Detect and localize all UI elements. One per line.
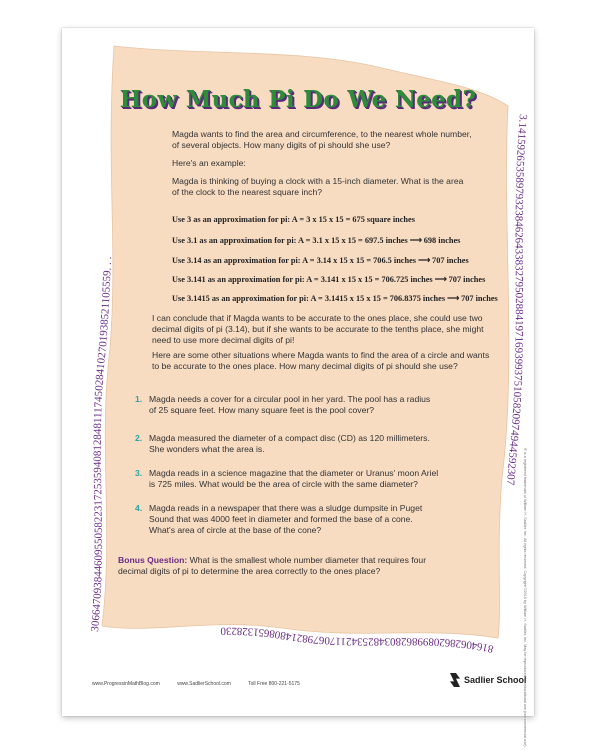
question-number-1: 1. xyxy=(135,394,143,404)
calc-line-4: Use 3.141 as an approximation for pi: A = 3.141 x 15 x 15 = 706.725 inches ⟶ 707 inches xyxy=(172,275,486,284)
pi-digits-right: 3.141592653589793238462643383279502884197169399375105820974944592307 xyxy=(504,113,529,486)
example-label: Here's an example: xyxy=(172,158,246,168)
page-title: How Much Pi Do We Need? xyxy=(119,86,477,113)
bonus-text: What is the smallest whole number diameter that requires four decimal digits of pi to determine the area correctly to the ones place? xyxy=(118,555,427,576)
copyright-note: ® is a registered trademark of William H. Sadlier, Inc. All rights reserved. Copyright ©2016 by William H. Sadlier, Inc. May be reproduced for educational use (not commercial use). xyxy=(523,448,527,748)
footer-phone: Toll Free 800-221-5175 xyxy=(248,681,300,687)
bonus-question xyxy=(118,555,428,577)
situations-intro: Here are some other situations where Magda wants to find the area of a circle and wants to be accurate to the ones place. How many decimal digits of pi should she use? xyxy=(152,350,490,371)
pi-digits-left: 306647093844609550582231725359408128481117450284102701938521105559. . . xyxy=(89,256,115,633)
bonus-label: Bonus Question: xyxy=(118,555,188,565)
calc-line-3: Use 3.14 as an approximation for pi: A = 3.14 x 15 x 15 = 706.5 inches ⟶ 707 inches xyxy=(172,256,469,265)
question-number-4: 4. xyxy=(135,503,143,513)
calc-line-1: Use 3 as an approximation for pi: A = 3 x 15 x 15 = 675 square inches xyxy=(172,215,415,224)
footer xyxy=(92,681,316,687)
question-number-2: 2. xyxy=(135,433,143,443)
question-text-4: Magda reads in a newspaper that there was a sludge dumpsite in Puget Sound that was 4000 feet in diameter and formed the base of a cone. What's area of circle at the base of the cone? xyxy=(149,503,423,535)
conclusion-text: I can conclude that if Magda wants to be accurate to the ones place, she could use two decimal digits of pi (3.14), but if she wants to be accurate to the tenths place, she might need to use more decimal digits of pi! xyxy=(152,313,484,345)
example-text: Magda is thinking of buying a clock with a 15-inch diameter. What is the area of the clock to the nearest square inch? xyxy=(172,176,464,197)
question-text-2: Magda measured the diameter of a compact disc (CD) as 120 millimeters. She wonders what the area is. xyxy=(149,433,430,454)
question-number-3: 3. xyxy=(135,468,143,478)
question-text-1: Magda needs a cover for a circular pool in her yard. The pool has a radius of 25 square feet. How many square feet is the pool cover? xyxy=(149,394,431,415)
footer-site-link[interactable]: www.SadlierSchool.com xyxy=(177,681,231,687)
intro-text: Magda wants to find the area and circumference, to the nearest whole number, of several objects. How many digits of pi should she use? xyxy=(172,129,472,150)
calc-line-2: Use 3.1 as an approximation for pi: A = 3.1 x 15 x 15 = 697.5 inches ⟶ 698 inches xyxy=(172,236,461,245)
worksheet-page xyxy=(62,28,534,748)
footer-blog-link[interactable]: www.ProgressinMathBlog.com xyxy=(92,681,160,687)
sadlier-logo xyxy=(450,673,527,687)
calc-line-5: Use 3.1415 as an approximation for pi: A = 3.1415 x 15 x 15 = 706.8375 inches ⟶ 707 inches xyxy=(172,294,498,303)
question-text-3: Magda reads in a science magazine that the diameter or Uranus' moon Ariel is 725 miles. What would be the area of circle with the same diameter? xyxy=(149,468,439,489)
sadlier-s-icon xyxy=(450,673,460,687)
pi-digits-bottom: 81640628620899862803482534211706798214808651328230 xyxy=(220,624,495,655)
logo-text: Sadlier School xyxy=(464,675,527,685)
